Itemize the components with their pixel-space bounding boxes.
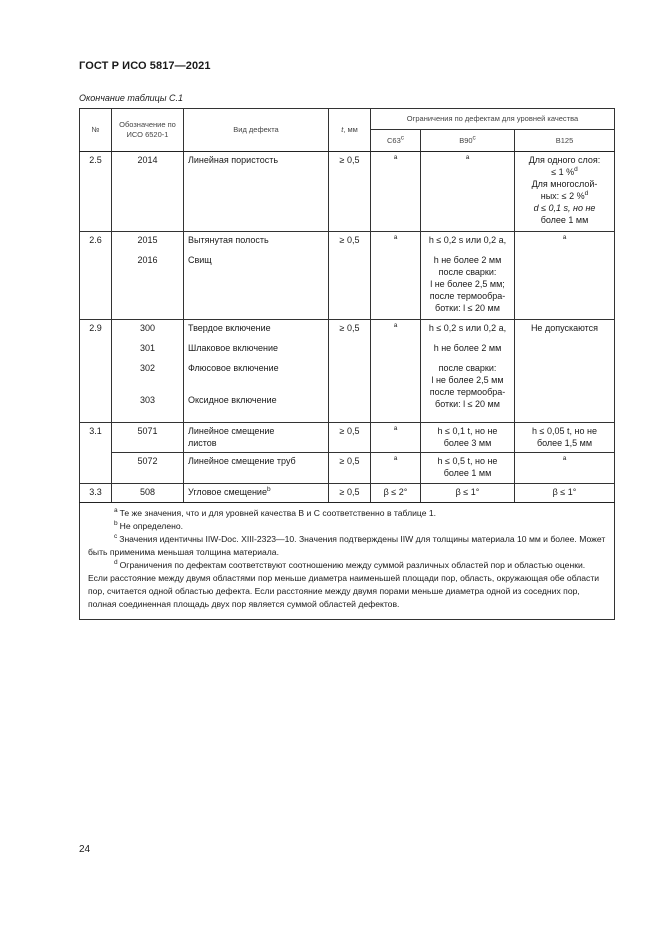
row-code: 303	[139, 395, 156, 405]
footnote-ref-a: a	[393, 154, 398, 161]
b90-line: h не более 2 мм	[433, 255, 502, 265]
footnote-ref-a: a	[562, 234, 567, 241]
row-defect-name-line: Линейное смещение	[188, 426, 275, 436]
row-defect-name: Флюсовое включение	[188, 363, 279, 373]
b125-line: d ≤ 0,1 s, но не	[533, 203, 596, 213]
row-defect-name: Вытянутая полость	[188, 235, 269, 245]
b90-line: после сварки:	[438, 363, 497, 373]
row-thickness: ≥ 0,5	[329, 152, 371, 232]
row-defect-names	[184, 232, 329, 320]
table-row-2-9	[80, 320, 615, 423]
header-b90-label: В90	[459, 135, 473, 145]
row-b90	[421, 152, 515, 232]
footnote-b	[88, 520, 606, 533]
row-defect-name	[184, 484, 329, 503]
row-b90	[421, 423, 515, 453]
row-defect-name: Оксидное включение	[188, 395, 277, 405]
header-thickness: t, мм	[329, 109, 371, 152]
b125-line	[515, 190, 614, 202]
table-notes-row	[80, 503, 615, 620]
b125-line-text: ≤ 1 %	[551, 167, 575, 177]
b90-line: h ≤ 0,5 t, но не	[437, 456, 498, 466]
b90-line: более 1 мм	[443, 468, 492, 478]
row-code: 2015	[137, 235, 158, 245]
header-b90-sup: c	[472, 134, 476, 141]
header-b90	[421, 130, 515, 152]
row-defect-name: Линейное смещение труб	[184, 453, 329, 484]
b90-line: h ≤ 0,2 s или 0,2 a,	[428, 323, 507, 333]
header-designation: Обозначение по ИСО 6520-1	[112, 109, 184, 152]
row-defect-name-line: листов	[188, 438, 217, 448]
header-defect-type: Вид дефекта	[184, 109, 329, 152]
row-thickness: ≥ 0,5	[329, 453, 371, 484]
row-code: 301	[139, 343, 156, 353]
row-code: 5071	[112, 423, 184, 453]
row-codes	[112, 320, 184, 423]
row-code: 508	[112, 484, 184, 503]
footnote-d	[88, 559, 606, 611]
row-defect-name-text: Угловое смещение	[188, 487, 267, 497]
row-c63	[371, 152, 421, 232]
row-code: 300	[139, 323, 156, 333]
footnote-ref-a: a	[393, 234, 398, 241]
b125-line: более 1,5 мм	[536, 438, 593, 448]
footnote-key: d	[114, 559, 118, 567]
b125-line: h ≤ 0,05 t, но не	[532, 426, 597, 436]
row-c63	[371, 453, 421, 484]
row-defect-name: Шлаковое включение	[188, 343, 279, 353]
row-thickness: ≥ 0,5	[329, 232, 371, 320]
row-defect-name: Линейная пористость	[184, 152, 329, 232]
footnote-ref-a: a	[393, 455, 398, 462]
table-row-3-1-sub	[80, 453, 615, 484]
row-defect-names	[184, 320, 329, 423]
footnote-key: b	[114, 520, 118, 528]
header-no: №	[80, 109, 112, 152]
footnote-ref-a: a	[393, 322, 398, 329]
b125-line-text: ных: ≤ 2 %	[540, 191, 585, 201]
b90-line: ботки: l ≤ 20 мм	[435, 399, 500, 409]
row-code: 5072	[112, 453, 184, 484]
row-codes	[112, 232, 184, 320]
footnote-text: Значения идентичны IIW-Doc. XIII-2323—10. Значения подтверждены IIW для толщины материала 10 мм и более. Может быть применима меньшая толщина материала.	[88, 534, 606, 557]
row-c63	[371, 320, 421, 423]
row-b125: β ≤ 1°	[515, 484, 615, 503]
row-c63	[371, 423, 421, 453]
row-b125: Не допускаются	[515, 320, 615, 423]
row-b125	[515, 423, 615, 453]
footnote-text: Ограничения по дефектам соответствуют соотношению между суммой различных областей пор и областью оценки. Если расстояние между двумя областями пор меньше диаметра наименьшей площади пор, область, окружающая обе области пор, считается одной областью дефекта. Если расстояние между двумя порами меньше диаметра одной из соседних пор, полная соединенная площадь двух пор является суммой областей дефектов.	[88, 560, 600, 609]
table-notes	[80, 503, 615, 620]
table-row-2-6	[80, 232, 615, 320]
b90-line: после термообра-	[429, 291, 506, 301]
defect-limits-table	[79, 108, 615, 620]
footnote-ref-a: a	[562, 455, 567, 462]
b90-line: после термообра-	[429, 387, 506, 397]
footnote-ref-a: a	[465, 154, 470, 161]
row-no: 3.3	[80, 484, 112, 503]
row-defect-name	[184, 423, 329, 453]
footnote-ref-b: b	[266, 486, 271, 493]
row-thickness: ≥ 0,5	[329, 484, 371, 503]
row-defect-name: Твердое включение	[188, 323, 271, 333]
row-no: 3.1	[80, 423, 112, 484]
header-c63	[371, 130, 421, 152]
table-row-2-5	[80, 152, 615, 232]
header-limits-group: Ограничения по дефектам для уровней качества	[371, 109, 615, 130]
footnote-c	[88, 533, 606, 559]
row-no: 2.9	[80, 320, 112, 423]
row-no: 2.6	[80, 232, 112, 320]
b90-line: h ≤ 0,2 s или 0,2 a,	[428, 235, 507, 245]
row-b90	[421, 232, 515, 320]
row-thickness: ≥ 0,5	[329, 320, 371, 423]
row-b90	[421, 453, 515, 484]
row-b125	[515, 453, 615, 484]
row-c63: β ≤ 2°	[371, 484, 421, 503]
row-code: 302	[139, 363, 156, 373]
document-header: ГОСТ Р ИСО 5817—2021	[79, 60, 211, 72]
b90-line: h ≤ 0,1 t, но не	[437, 426, 498, 436]
table-caption: Окончание таблицы С.1	[79, 93, 183, 103]
row-b90	[421, 320, 515, 423]
row-code: 2016	[137, 255, 158, 265]
footnote-a	[88, 507, 606, 520]
b90-line: h не более 2 мм	[433, 343, 502, 353]
header-c63-sup: c	[400, 134, 404, 141]
row-b125	[515, 232, 615, 320]
b125-line	[515, 166, 614, 178]
footnote-text: Не определено.	[119, 521, 184, 531]
b125-line: более 1 мм	[540, 215, 589, 225]
footnote-key: a	[114, 507, 118, 515]
footnote-ref-d: d	[584, 190, 589, 197]
header-c63-label: С63	[386, 135, 401, 145]
row-thickness: ≥ 0,5	[329, 423, 371, 453]
page-number: 24	[79, 844, 91, 855]
row-c63	[371, 232, 421, 320]
footnote-ref-d: d	[574, 166, 578, 173]
b90-line: l не более 2,5 мм;	[430, 279, 505, 289]
row-defect-name: Свищ	[188, 255, 212, 265]
b90-line: l не более 2,5 мм	[431, 375, 504, 385]
row-code: 2014	[112, 152, 184, 232]
b90-line: после сварки:	[438, 267, 497, 277]
table-row-3-1	[80, 423, 615, 453]
row-b90: β ≤ 1°	[421, 484, 515, 503]
row-no: 2.5	[80, 152, 112, 232]
b90-line: ботки: l ≤ 20 мм	[435, 303, 500, 313]
row-b125	[515, 152, 615, 232]
footnote-key: c	[114, 533, 118, 541]
table-row-3-3	[80, 484, 615, 503]
b90-line: более 3 мм	[443, 438, 492, 448]
b125-line: Для одного слоя:	[528, 155, 601, 165]
header-b125: В125	[515, 130, 615, 152]
b125-line: Для многослой-	[531, 179, 598, 189]
footnote-text: Те же значения, что и для уровней качества В и С соответственно в таблице 1.	[119, 508, 437, 518]
footnote-ref-a: a	[393, 425, 398, 432]
